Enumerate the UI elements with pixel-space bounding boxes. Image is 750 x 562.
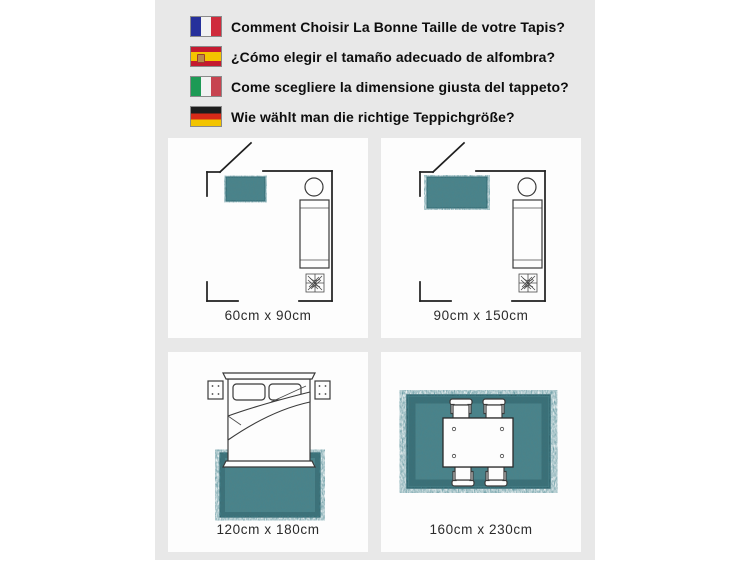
size-label: 60cm x 90cm xyxy=(224,308,312,323)
header-title-italian: Come scegliere la dimensione giusta del tappeto? xyxy=(231,78,569,95)
size-label: 90cm x 150cm xyxy=(433,308,529,323)
chair-bottom-right xyxy=(485,467,507,486)
headboard xyxy=(223,373,315,379)
panel-120x180 xyxy=(168,352,368,552)
header-row-italian xyxy=(190,76,569,97)
panel-90x150 xyxy=(381,138,581,338)
bed xyxy=(223,373,315,467)
panel-160x230 xyxy=(381,352,581,552)
spain-flag-icon xyxy=(190,46,222,67)
size-label: 160cm x 230cm xyxy=(429,522,533,537)
size-label: 120cm x 180cm xyxy=(216,522,320,537)
header-row-french xyxy=(190,16,569,37)
size-panels-grid xyxy=(168,138,581,552)
france-flag-icon xyxy=(190,16,222,37)
header-title-spanish: ¿Cómo elegir el tamaño adecuado de alfombra? xyxy=(231,48,556,65)
footboard xyxy=(223,461,315,467)
header-row-spanish xyxy=(190,46,569,67)
room-outline xyxy=(420,143,545,301)
header-row-german xyxy=(190,106,569,127)
rug-90x150 xyxy=(427,177,487,208)
infographic-content-area xyxy=(155,0,595,560)
pillow-left xyxy=(233,384,265,400)
italy-flag-icon xyxy=(190,76,222,97)
chair-top-left xyxy=(450,399,472,418)
chair-bottom-left xyxy=(452,467,474,486)
nightstand-left xyxy=(208,381,223,399)
dining-table xyxy=(443,418,513,467)
chair-top-right xyxy=(483,399,505,418)
header-title-french: Comment Choisir La Bonne Taille de votre Tapis? xyxy=(231,18,566,35)
header xyxy=(190,16,569,136)
header-title-german: Wie wählt man die richtige Teppichgröße? xyxy=(231,108,515,125)
panel-60x90 xyxy=(168,138,368,338)
germany-flag-icon xyxy=(190,106,222,127)
room-outline xyxy=(207,143,332,301)
nightstand-right xyxy=(315,381,330,399)
rug-60x90 xyxy=(226,177,265,201)
